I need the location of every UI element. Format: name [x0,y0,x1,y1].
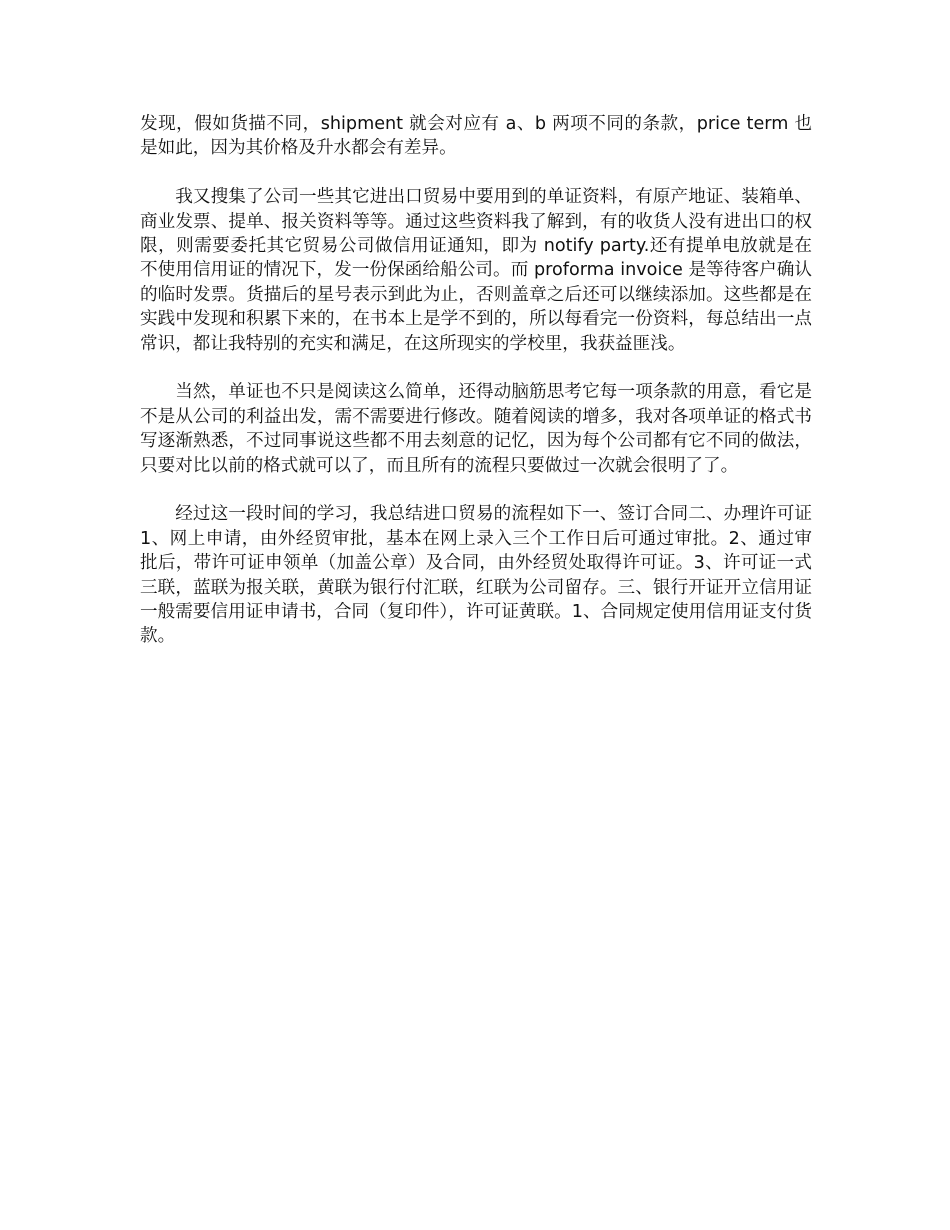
paragraph-4: 经过这一段时间的学习，我总结进口贸易的流程如下一、签订合同二、办理许可证 1、网上申请，由外经贸审批，基本在网上录入三个工作日后可通过审批。2、通过审批后，带许可证申领单（加盖公章）及合同，由外经贸处取得许可证。3、许可证一式三联，蓝联为报关联，黄联为银行付汇联，红联为公司留存。三、银行开证开立信用证一般需要信用证申请书，合同（复印件），许可证黄联。1、合同规定使用信用证支付货款。 [140,504,812,647]
paragraph-1: 发现，假如货描不同，shipment 就会对应有 a、b 两项不同的条款，price term 也是如此，因为其价格及升水都会有差异。 [140,114,812,159]
paragraph-3: 当然，单证也不只是阅读这么简单，还得动脑筋思考它每一项条款的用意，看它是不是从公司的利益出发，需不需要进行修改。随着阅读的增多，我对各项单证的格式书写逐渐熟悉，不过同事说这些都不用去刻意的记忆，因为每个公司都有它不同的做法，只要对比以前的格式就可以了，而且所有的流程只要做过一次就会很明了了。 [140,382,812,476]
document-body [140,112,812,673]
paragraph-2: 我又搜集了公司一些其它进出口贸易中要用到的单证资料，有原产地证、装箱单、商业发票、提单、报关资料等等。通过这些资料我了解到，有的收货人没有进出口的权限，则需要委托其它贸易公司做信用证通知，即为 notify party.还有提单电放就是在不使用信用证的情况下，发一份保函给船公司。而 proforma invoice 是等待客户确认的临时发票。货描后的星号表示到此为止，否则盖章之后还可以继续添加。这些都是在实践中发现和积累下来的，在书本上是学不到的，所以每看完一份资料，每总结出一点常识，都让我特别的充实和满足，在这所现实的学校里，我获益匪浅。 [140,187,812,354]
